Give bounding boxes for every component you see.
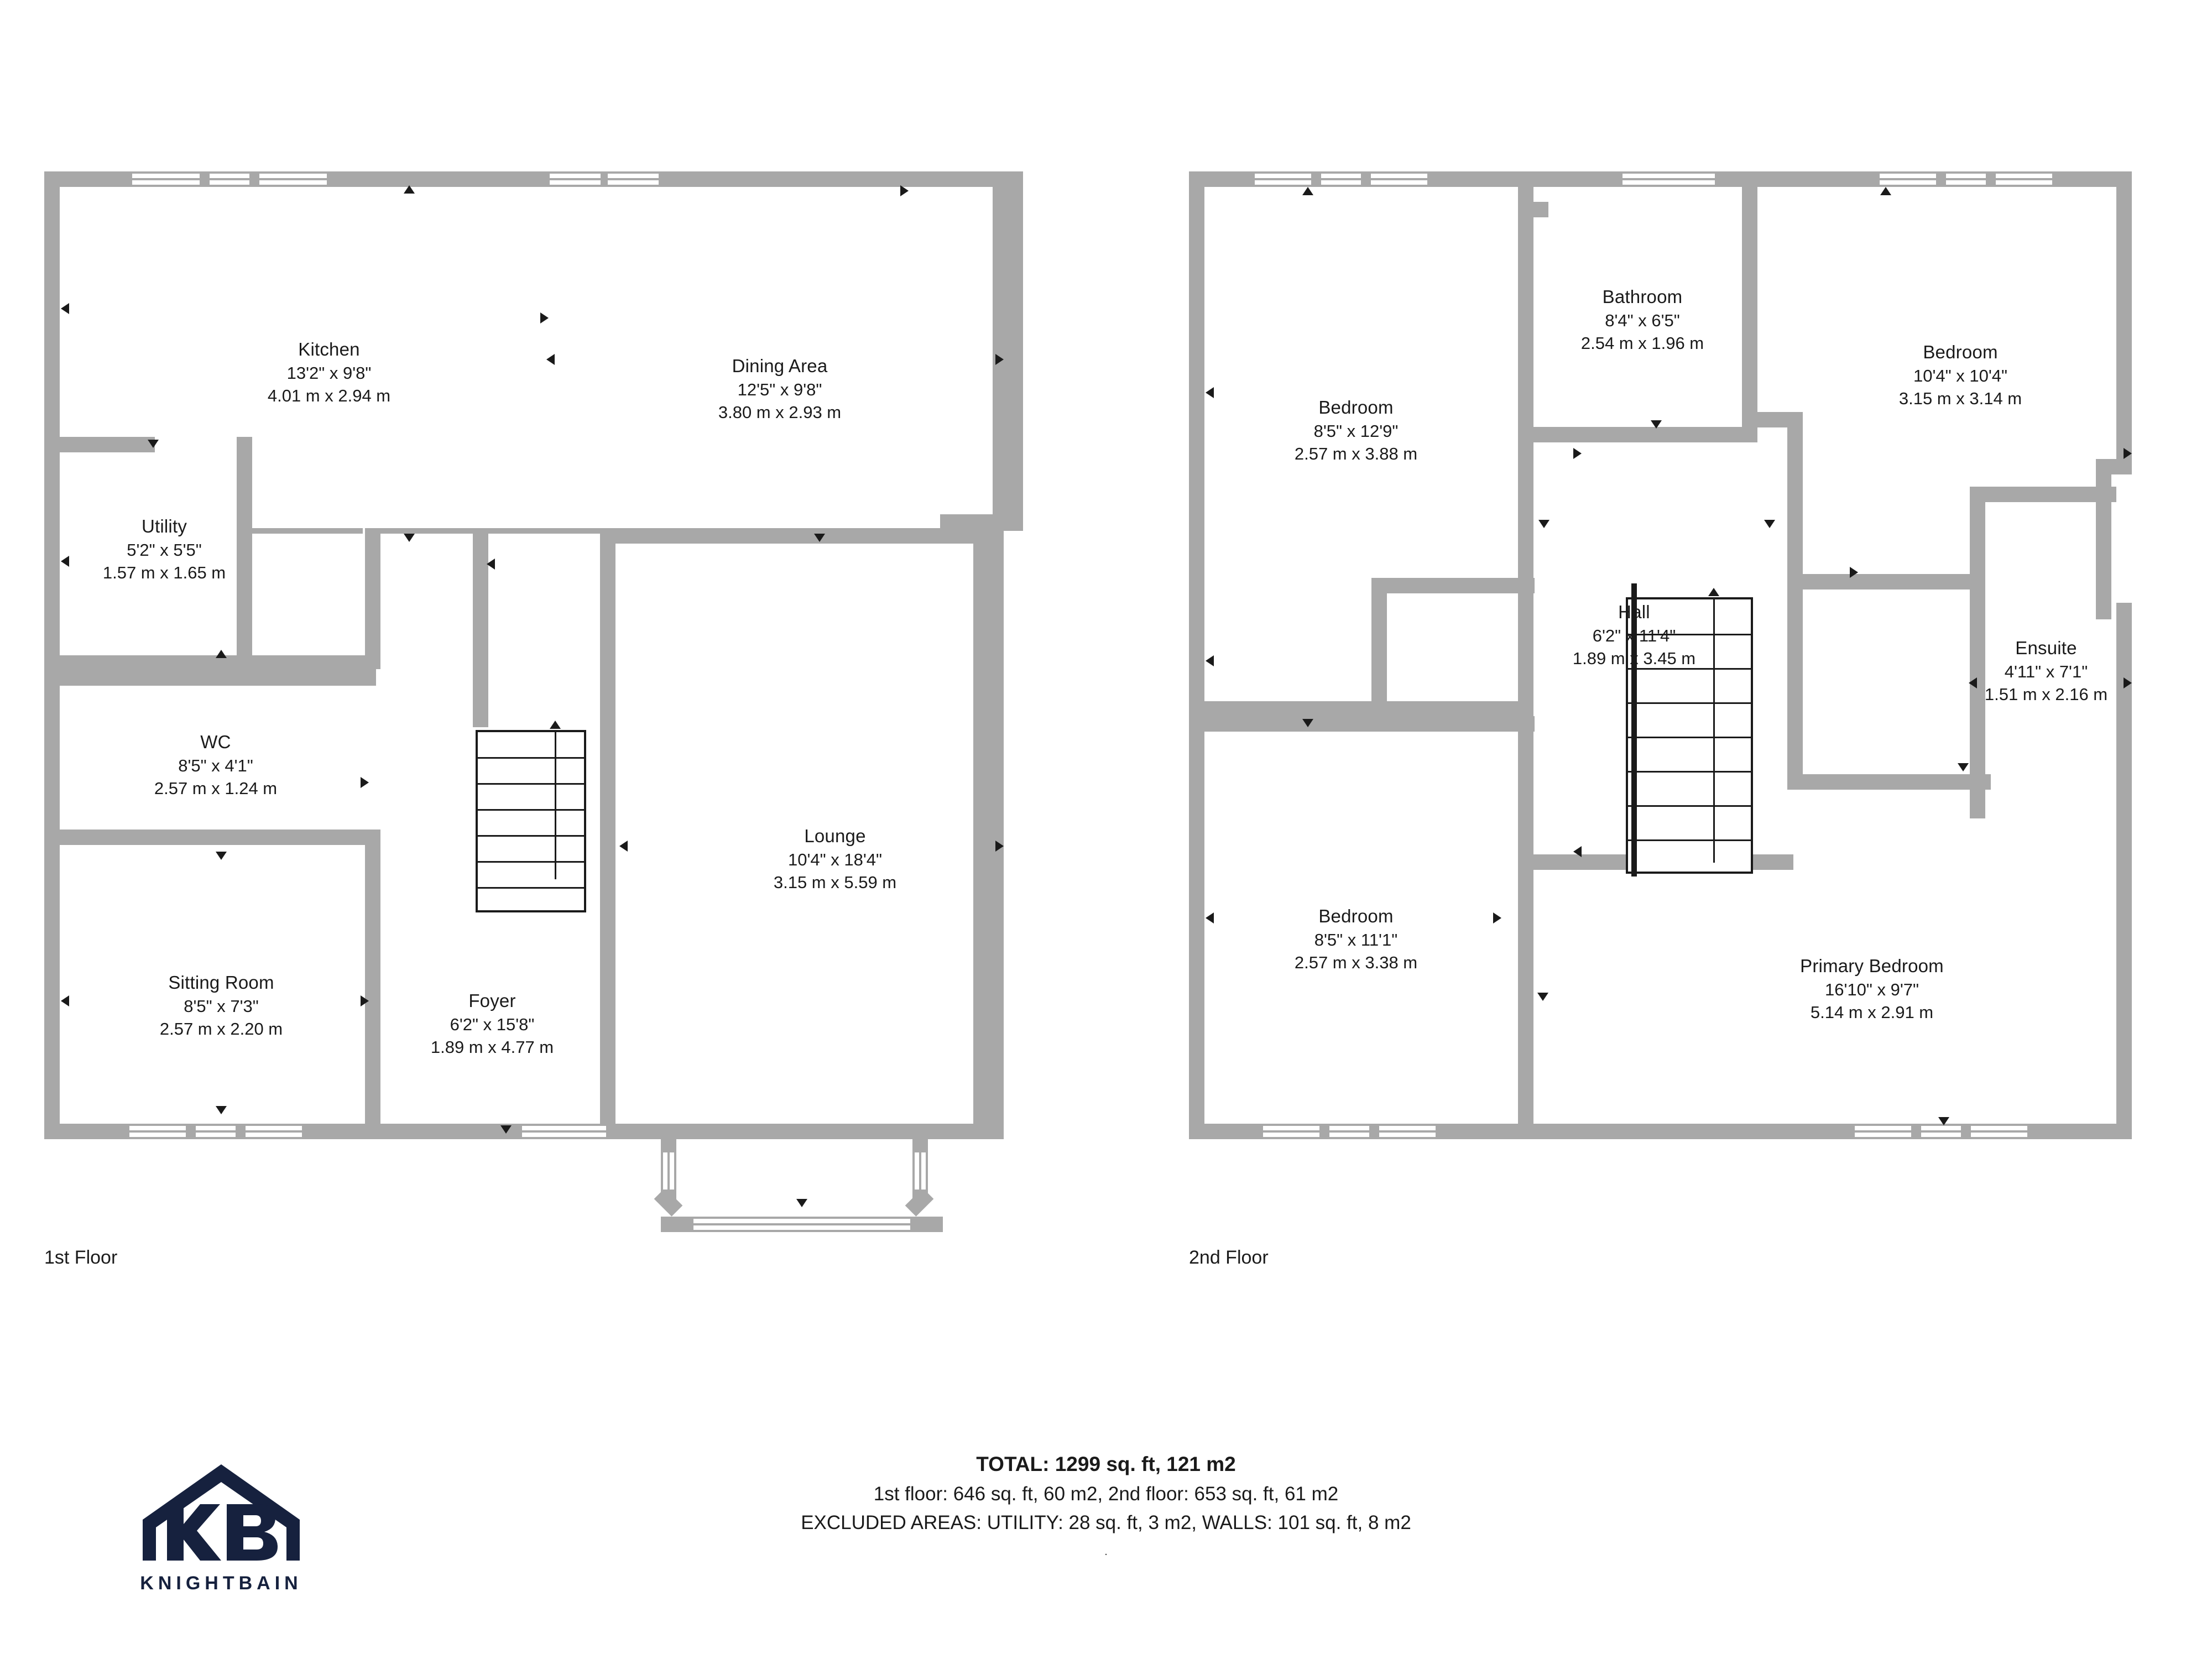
room-dim-imperial: 10'4" x 10'4": [1913, 366, 2007, 385]
room-name: WC: [200, 732, 231, 752]
wall-wc-top: [44, 655, 376, 686]
door-arrow-utility-mid: [404, 534, 415, 542]
door2-arrow-primary-left: [1573, 846, 1582, 857]
wall-lounge-left: [600, 528, 615, 1125]
wall-foyer-left: [365, 830, 380, 1139]
door2-arrow-primary-bottom: [1938, 1117, 1949, 1125]
door-arrow-sitting-left: [61, 995, 69, 1006]
wall2-bath-right: [1518, 202, 1548, 217]
room-dim-metric: 2.57 m x 2.20 m: [159, 1019, 283, 1039]
door2-arrow-bed2-top: [1880, 187, 1891, 195]
room-dim-metric: 2.57 m x 3.88 m: [1294, 444, 1418, 464]
window2-primary-bottom-c: [1969, 1124, 2030, 1139]
room-name: Dining Area: [732, 356, 828, 376]
room-label-lounge: [774, 824, 896, 894]
room-dim-metric: 3.15 m x 3.14 m: [1898, 389, 2022, 409]
room-name: Kitchen: [298, 339, 360, 359]
window-dining-top-a: [547, 171, 603, 187]
door2-arrow-bed3-left: [1206, 912, 1214, 924]
wall2-bed2-bottom: [1787, 574, 1970, 589]
wall2-ensuite-left: [1970, 487, 1985, 818]
room-label-bedroom-rear-right: [1899, 340, 2022, 410]
door-arrow-utility-left: [61, 556, 69, 567]
wall-hall-top-thin: [380, 528, 474, 534]
door-arrow-wc-right: [361, 777, 369, 788]
wall2-bath-bottom: [1518, 427, 1756, 442]
room-name: Bathroom: [1602, 286, 1683, 307]
excluded-areas-text: EXCLUDED AREAS: UTILITY: 28 sq. ft, 3 m2, WALLS: 101 sq. ft, 8 m2: [801, 1512, 1411, 1533]
door-arrow-sitting-bottom: [216, 1106, 227, 1114]
room-dim-imperial: 8'5" x 7'3": [184, 996, 259, 1016]
door2-arrow-ensuite-bottom: [1958, 763, 1969, 771]
stair-direction-arrow-second: [1708, 588, 1719, 596]
window-sitting-bottom-a: [127, 1124, 188, 1139]
door2-arrow-ensuite-right: [2124, 677, 2132, 688]
wall2-bed1-bottom: [1371, 578, 1535, 593]
door2-arrow-cupboard: [1206, 655, 1214, 666]
wall-hall-thin-upper: [488, 528, 602, 534]
door-arrow-hall-top: [814, 534, 825, 542]
wall2-bed2-left: [1787, 412, 1803, 589]
room-label-sitting-room: [160, 971, 283, 1040]
door2-arrow-landing: [1302, 719, 1313, 727]
room-dim-metric: 5.14 m x 2.91 m: [1810, 1003, 1934, 1022]
wall2-cupboard-bottom: [1189, 701, 1388, 717]
room-label-primary-bedroom: [1800, 954, 1944, 1024]
room-name: Utility: [141, 516, 187, 536]
wall-kitchen-dining-sep: [252, 528, 363, 534]
room-dim-metric: 1.51 m x 2.16 m: [1984, 685, 2108, 705]
door2-arrow-bed3-bottom: [1537, 993, 1548, 1001]
wall-utility-div: [365, 528, 380, 669]
room-name: Foyer: [468, 990, 516, 1011]
room-dim-imperial: 13'2" x 9'8": [286, 363, 372, 383]
wall2-bed3-top: [1189, 716, 1535, 732]
door-arrow-kitchen-a: [540, 312, 549, 324]
stair-direction-line-first: [555, 730, 556, 879]
door-arrow-lounge-left: [619, 841, 628, 852]
room-dim-imperial: 12'5" x 9'8": [737, 379, 822, 399]
room-name: Bedroom: [1318, 397, 1394, 418]
window2-primary-bottom-b: [1919, 1124, 1963, 1139]
staircase-first-floor: [476, 730, 586, 912]
room-label-utility: [103, 514, 226, 584]
stair-direction-arrow-first: [550, 721, 561, 729]
door2-arrow-bed2-right: [2124, 448, 2132, 459]
brand-name: KNIGHTBAIN: [140, 1573, 302, 1594]
door2-arrow-ensuite-left: [1969, 677, 1977, 688]
wall-hall-left: [473, 528, 488, 727]
wall-bay-diag-left: [654, 1188, 683, 1217]
room-dim-imperial: 16'10" x 9'7": [1824, 979, 1919, 999]
wall2-cupboard-right: [1518, 578, 1533, 716]
window-sitting-bottom-c: [243, 1124, 304, 1139]
window2-bed2-top-a: [1877, 171, 1938, 187]
house-monogram-icon: [138, 1460, 304, 1565]
footer-mark: .: [1104, 1545, 1108, 1558]
room-dim-metric: 1.89 m x 4.77 m: [430, 1037, 554, 1057]
door2-arrow-bed1-left: [1206, 387, 1214, 398]
room-dim-imperial: 6'2" x 15'8": [450, 1014, 535, 1034]
wall-dining-right-nib: [940, 514, 1004, 530]
room-dim-imperial: 8'4" x 6'5": [1605, 310, 1680, 330]
wall2-exterior-left: [1189, 171, 1204, 1139]
room-name: Primary Bedroom: [1800, 956, 1944, 976]
floor-breakdown-text: 1st floor: 646 sq. ft, 60 m2, 2nd floor: 653 sq. ft, 61 m2: [873, 1483, 1339, 1505]
window2-bed3-bottom-a: [1261, 1124, 1322, 1139]
window-bay-left: [661, 1150, 676, 1192]
window2-bed3-bottom-c: [1377, 1124, 1438, 1139]
wall-exterior-left-upper: [44, 171, 60, 448]
window-kitchen-top-a: [130, 171, 202, 187]
room-dim-metric: 2.57 m x 3.38 m: [1294, 953, 1418, 973]
window-bay-front: [691, 1217, 912, 1232]
wall-exterior-right-lower: [973, 528, 1004, 1139]
window-kitchen-top-c: [257, 171, 329, 187]
room-name: Hall: [1618, 602, 1650, 622]
window-bay-right: [912, 1150, 928, 1192]
room-dim-imperial: 4'11" x 7'1": [2004, 661, 2088, 681]
floor-title-first: 1st Floor: [44, 1247, 118, 1268]
door2-arrow-bath-right: [1573, 448, 1582, 459]
room-dim-metric: 1.57 m x 1.65 m: [102, 563, 226, 583]
window2-bed3-bottom-b: [1327, 1124, 1371, 1139]
window2-bed1-top-a: [1253, 171, 1313, 187]
window2-primary-bottom-a: [1853, 1124, 1913, 1139]
room-label-dining-area: [718, 354, 841, 424]
window-kitchen-top-b: [207, 171, 252, 187]
wall2-bath-right-edge: [1742, 171, 1757, 442]
room-label-foyer: [431, 989, 554, 1058]
door-arrow-foyer-bottom: [500, 1125, 512, 1134]
wall2-landing-bottom: [1387, 701, 1533, 717]
brand-logo: [105, 1460, 337, 1594]
wall-utility-right: [237, 437, 252, 669]
room-dim-metric: 2.54 m x 1.96 m: [1580, 333, 1704, 353]
room-dim-imperial: 6'2" x 11'4": [1592, 625, 1676, 645]
window2-bath-top: [1620, 171, 1717, 187]
room-dim-imperial: 8'5" x 11'1": [1314, 930, 1398, 950]
door2-arrow-bed3-right: [1493, 912, 1501, 924]
window-foyer-bottom: [520, 1124, 608, 1139]
wall-exterior-left-mid: [44, 437, 60, 1139]
room-label-hall: [1573, 600, 1695, 670]
window2-bed1-top-c: [1369, 171, 1430, 187]
stair-direction-line-second: [1713, 597, 1715, 863]
wall-utility-top: [44, 437, 155, 452]
room-name: Bedroom: [1923, 342, 1998, 362]
room-label-kitchen: [268, 337, 390, 407]
room-label-ensuite: [1985, 636, 2107, 706]
door-arrow-kitchen-top: [404, 185, 415, 194]
wall2-hall-left: [1518, 442, 1533, 581]
door-arrow-bay: [796, 1199, 807, 1207]
window2-bed1-top-b: [1319, 171, 1363, 187]
door-arrow-wc-bottom: [216, 852, 227, 860]
door2-arrow-bed1-top: [1302, 187, 1313, 195]
room-dim-metric: 3.15 m x 5.59 m: [773, 873, 897, 893]
room-dim-metric: 1.89 m x 3.45 m: [1572, 649, 1696, 669]
room-label-bedroom-front: [1295, 395, 1417, 465]
wall2-exterior-right-upper: [2116, 171, 2132, 465]
door2-arrow-bath-bottom: [1651, 420, 1662, 429]
room-label-bedroom-rear-left: [1295, 904, 1417, 974]
wall2-ensuite-top: [1970, 487, 2116, 502]
wall2-bed3-right: [1518, 716, 1533, 1139]
wall-lounge-top: [600, 528, 982, 544]
window2-bed2-top-c: [1994, 171, 2054, 187]
room-dim-imperial: 10'4" x 18'4": [787, 849, 882, 869]
total-area-text: TOTAL: 1299 sq. ft, 121 m2: [976, 1453, 1236, 1475]
wall-exterior-right-upper: [993, 171, 1023, 531]
door-arrow-kitchen-b: [546, 354, 555, 365]
room-label-wc: [154, 730, 277, 800]
door2-arrow-hall-b: [1764, 520, 1775, 528]
window-dining-top-b: [606, 171, 661, 187]
wall2-hall-right: [1787, 589, 1803, 790]
room-dim-metric: 2.57 m x 1.24 m: [154, 779, 278, 799]
wall2-ensuite-bottom: [1803, 774, 1991, 790]
window2-bed2-top-b: [1944, 171, 1988, 187]
wall-exterior-bottom-right: [608, 1124, 1004, 1139]
window-sitting-bottom-b: [194, 1124, 238, 1139]
door2-arrow-hall-a: [1538, 520, 1550, 528]
wall-wc-bottom: [60, 830, 376, 845]
door-arrow-lounge-right: [995, 841, 1004, 852]
door-arrow-hall-stairs: [487, 559, 495, 570]
door-arrow-utility-top: [148, 440, 159, 448]
room-label-bathroom: [1581, 285, 1704, 354]
floor-title-second: 2nd Floor: [1189, 1247, 1269, 1268]
room-dim-imperial: 8'5" x 12'9": [1313, 421, 1399, 441]
door-arrow-wc-top: [216, 650, 227, 658]
room-name: Sitting Room: [168, 972, 274, 993]
door-arrow-dining-top: [900, 185, 909, 196]
room-dim-imperial: 8'5" x 4'1": [178, 755, 253, 775]
door-arrow-kitchen-left: [61, 303, 69, 314]
wall2-ensuite-outer: [2096, 459, 2111, 619]
room-dim-metric: 3.80 m x 2.93 m: [718, 403, 842, 422]
room-name: Bedroom: [1318, 906, 1394, 926]
room-dim-imperial: 5'2" x 5'5": [127, 540, 202, 560]
wall-bay-diag-right: [905, 1188, 934, 1217]
room-name: Ensuite: [2015, 638, 2077, 658]
door-arrow-sitting-right: [361, 995, 369, 1006]
room-dim-metric: 4.01 m x 2.94 m: [267, 386, 391, 406]
door2-arrow-bed2-bottom: [1850, 567, 1858, 578]
room-name: Lounge: [804, 826, 866, 846]
wall2-cupboard-left: [1371, 578, 1387, 716]
door-arrow-dining-right: [995, 354, 1004, 365]
